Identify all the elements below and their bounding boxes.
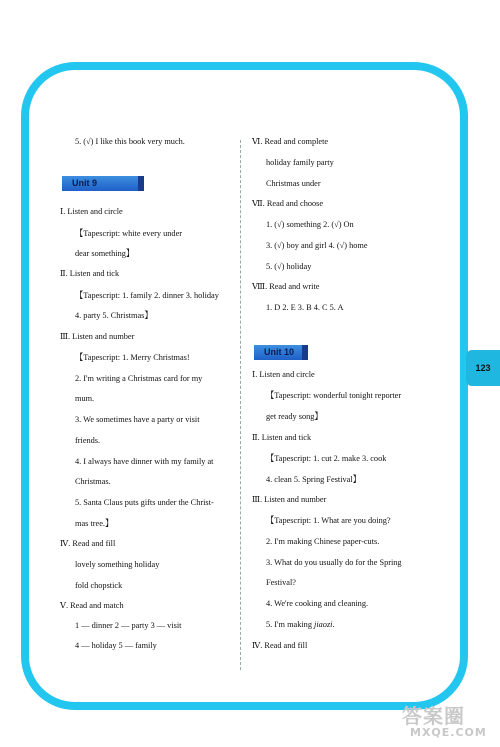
right-line-italic <box>266 620 335 630</box>
page-number-tab <box>466 350 500 386</box>
right-line: Ⅵ. Read and complete <box>252 137 329 146</box>
italic-word: jiaozi <box>314 620 333 629</box>
watermark-line2: MXQE.COM <box>410 726 487 739</box>
left-line: 4 — holiday 5 — family <box>75 641 157 650</box>
watermark-logo <box>398 700 498 745</box>
right-line: holiday family party <box>266 158 334 167</box>
right-line: Ⅶ. Read and choose <box>252 199 324 208</box>
left-line: Ⅰ. Listen and circle <box>60 207 123 216</box>
right-line: Festival? <box>266 578 296 587</box>
left-line: fold chopstick <box>75 581 123 590</box>
left-line: 【Tapescript: 1. family 2. dinner 3. holiday <box>75 291 219 300</box>
left-line: 4. party 5. Christmas】 <box>75 311 153 320</box>
column-divider <box>240 140 241 670</box>
unit-10-badge: Unit 10 <box>254 345 308 360</box>
right-line: Ⅲ. Listen and number <box>252 495 327 504</box>
italic-tail: . <box>332 620 335 629</box>
unit-9-badge: Unit 9 <box>62 176 144 191</box>
left-line: mum. <box>75 394 95 403</box>
page-frame <box>21 62 468 710</box>
left-line: dear something】 <box>75 249 135 258</box>
left-line: lovely something holiday <box>75 560 160 569</box>
page-number: 123 <box>475 363 491 373</box>
watermark-line1: 答案圈 <box>402 704 465 728</box>
left-line: 1 — dinner 2 — party 3 — visit <box>75 621 182 630</box>
right-line: 3. What do you usually do for the Spring <box>266 558 402 567</box>
right-line: 4. We're cooking and cleaning. <box>266 599 369 608</box>
left-line: Ⅱ. Listen and tick <box>60 269 120 278</box>
left-line: 4. I always have dinner with my family at <box>75 457 214 466</box>
left-line: 3. We sometimes have a party or visit <box>75 415 200 424</box>
right-line: 【Tapescript: wonderful tonight reporter <box>266 391 402 400</box>
left-line: 5. Santa Claus puts gifts under the Christ- <box>75 498 214 507</box>
right-line: Ⅷ. Read and write <box>252 282 320 291</box>
right-line: 3. (√) boy and girl 4. (√) home <box>266 241 368 250</box>
right-line: Ⅳ. Read and fill <box>252 641 308 650</box>
right-line: 4. clean 5. Spring Festival】 <box>266 475 361 484</box>
left-line: Ⅲ. Listen and number <box>60 332 135 341</box>
left-line: Ⅳ. Read and fill <box>60 539 116 548</box>
left-top-line: 5. (√) I like this book very much. <box>75 137 185 146</box>
right-line: 1. D 2. E 3. B 4. C 5. A <box>266 303 344 312</box>
right-line: 【Tapescript: 1. What are you doing? <box>266 516 391 525</box>
right-line: 1. (√) something 2. (√) On <box>266 220 354 229</box>
left-line: Christmas. <box>75 477 111 486</box>
right-line-text: 5. I'm making <box>266 620 315 629</box>
right-line: get ready song】 <box>266 412 323 421</box>
left-line: 【Tapescript: 1. Merry Christmas! <box>75 353 190 362</box>
right-line: Ⅱ. Listen and tick <box>252 433 312 442</box>
left-line: Ⅴ. Read and match <box>60 601 124 610</box>
left-line: 2. I'm writing a Christmas card for my <box>75 374 203 383</box>
right-line: 2. I'm making Chinese paper-cuts. <box>266 537 380 546</box>
right-line: 5. (√) holiday <box>266 262 312 271</box>
left-line: 【Tapescript: white every under <box>75 229 183 238</box>
left-line: mas tree.】 <box>75 519 114 528</box>
left-line: friends. <box>75 436 101 445</box>
right-line: Christmas under <box>266 179 321 188</box>
right-line: Ⅰ. Listen and circle <box>252 370 315 379</box>
right-line: 【Tapescript: 1. cut 2. make 3. cook <box>266 454 387 463</box>
